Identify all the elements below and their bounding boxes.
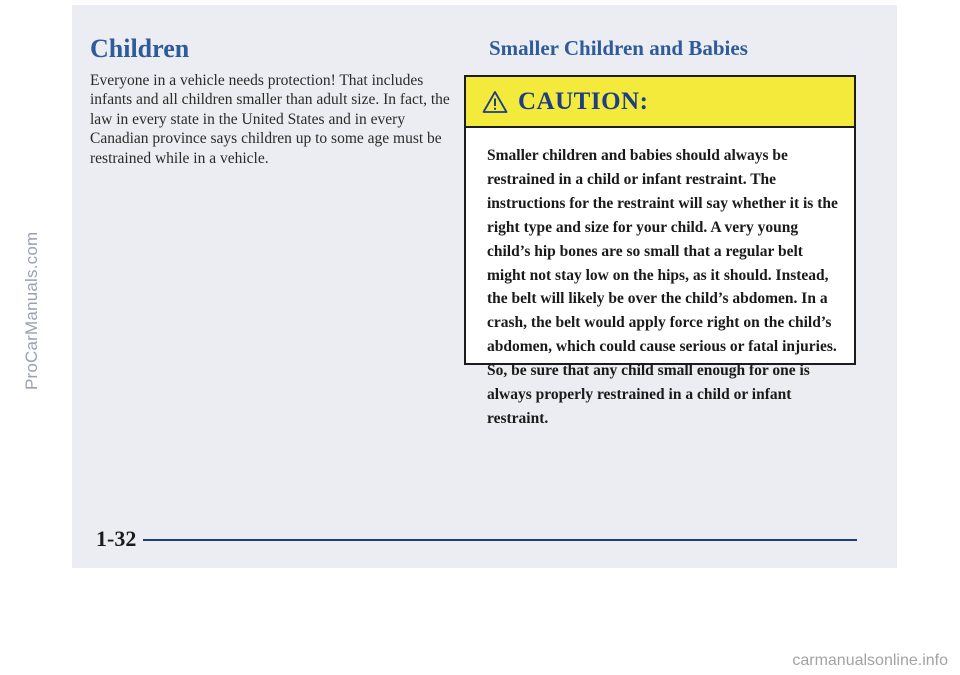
side-watermark: ProCarManuals.com [22, 231, 41, 390]
caution-text: Smaller children and babies should always be restrained in a child or infant restraint. The instructions for the restraint will say whether it is the right type and size for your child. A very young child’s hip bones are so small that a regular belt might not stay low on the hips, as it should. Instead, the belt will likely be over the child’s abdomen. In a crash, the belt would apply force right on the child’s abdomen, which could cause serious or fatal injuries. So, be sure that any child small enough for one is always properly restrained in a child or infant restraint. [487, 147, 838, 427]
children-intro-paragraph: Everyone in a vehicle needs protection! That includes infants and all children smaller than adult size. In fact, the law in every state in the United States and in every Canadian province says children up to some age must be restrained while in a vehicle. [90, 72, 450, 167]
caution-box [464, 75, 856, 427]
bottom-watermark: carmanualsonline.info [792, 652, 948, 669]
heading-children: Children [90, 34, 190, 63]
footer-rule [143, 539, 857, 541]
warning-triangle-icon [482, 90, 508, 114]
heading-smaller-children: Smaller Children and Babies [489, 36, 748, 60]
caution-label: CAUTION: [518, 87, 649, 115]
page-number: 1-32 [96, 526, 137, 551]
caution-header [466, 77, 854, 128]
